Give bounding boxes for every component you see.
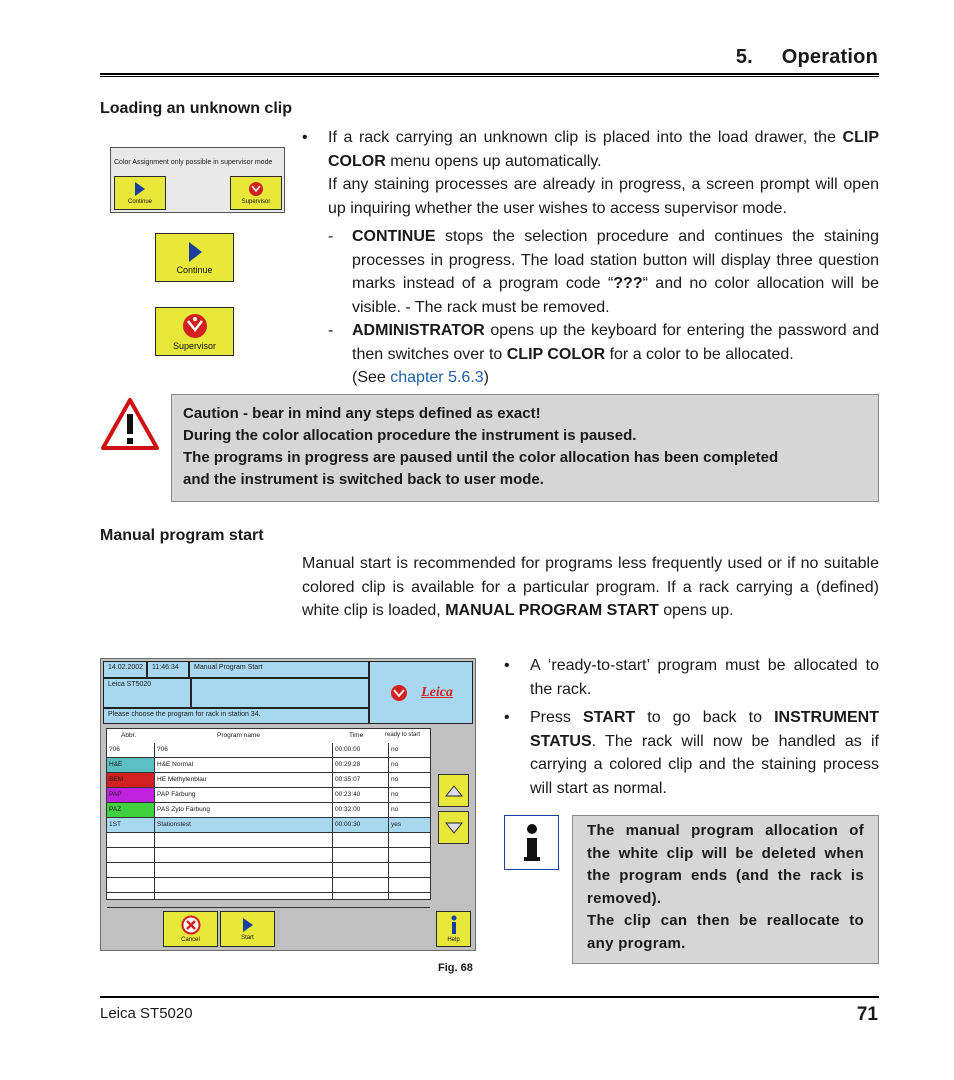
page-number: 71	[856, 1004, 878, 1025]
bullet-clip-color	[302, 126, 879, 220]
play-icon	[134, 181, 146, 197]
table-row	[107, 878, 430, 893]
cell-abbr: PAP	[107, 788, 154, 802]
para-text-end: opens up.	[658, 602, 734, 619]
manual-start-paragraph	[302, 552, 879, 623]
cell-program-name: PAS Zyto Färbung	[157, 806, 210, 813]
cell-program-name: H&E Normal	[157, 761, 194, 768]
table-row[interactable]	[107, 803, 430, 818]
cell-abbr: BEM	[107, 773, 154, 787]
manual-program-start-term: MANUAL PROGRAM START	[445, 602, 659, 619]
dialog-continue-label: Continue	[127, 199, 153, 205]
clip-color-term: CLIP COLOR	[328, 129, 879, 170]
chapter-link[interactable]: chapter 5.6.3	[390, 369, 484, 386]
info-icon	[449, 915, 459, 935]
triangle-down-icon	[445, 822, 463, 834]
col-header-name: Program name	[217, 732, 260, 739]
help-button[interactable]	[436, 911, 471, 947]
b2-text-mid: to go back to	[635, 709, 775, 726]
info-field	[191, 678, 369, 708]
caution-line: and the instrument is switched back to user mode.	[183, 471, 544, 488]
supervisor-icon	[180, 313, 210, 339]
table-row	[107, 833, 430, 848]
instrument-status-term: INSTRUMENT STATUS	[530, 709, 879, 750]
cell-ready: no	[391, 791, 399, 798]
clip-color-term: CLIP COLOR	[506, 345, 606, 363]
cancel-button[interactable]	[163, 911, 218, 947]
table-row[interactable]	[107, 743, 430, 758]
info-icon-box	[504, 815, 559, 870]
dash2-text: opens up the keyboard for entering the password and then switches over to	[352, 322, 879, 363]
date-field: 14.02.2002	[103, 661, 147, 678]
dialog-text: Color Assignment only possible in supervisor mode	[114, 159, 273, 166]
table-row	[107, 848, 430, 863]
table-row	[107, 863, 430, 878]
scroll-down-button[interactable]	[438, 811, 469, 844]
table-row[interactable]	[107, 773, 430, 788]
manual-program-start-screen	[100, 658, 476, 951]
supervisor-button[interactable]	[155, 307, 234, 356]
bullet-ready-to-start	[504, 654, 879, 701]
dash1-text: stops the selection procedure and continues the staining processes in progress. The load station button will display three question marks instead of a program code “	[352, 228, 879, 292]
dash-continue: - CONTINUE stops the selection procedure and continues the staining processes in progress. The load station button will display three question marks instead of a program code “???“ and no color allocation will be visible. - The rack must be removed.	[328, 228, 879, 316]
triangle-up-icon	[445, 785, 463, 797]
section1-body	[302, 126, 879, 390]
cell-abbr: 1ST	[109, 821, 121, 828]
table-row[interactable]	[107, 788, 430, 803]
section-heading-manual-start: Manual program start	[100, 527, 264, 544]
caution-line: During the color allocation procedure the instrument is paused.	[183, 427, 637, 444]
dash2-text-end: for a color to be allocated.	[605, 345, 794, 363]
start-label: Start	[241, 935, 254, 941]
cell-ready: yes	[391, 821, 402, 828]
b2-text-end: . The rack will now be handled as if carrying a colored clip and the staining process will start as normal.	[530, 732, 879, 797]
help-label: Help	[447, 937, 460, 943]
figure-caption: Fig. 68	[438, 962, 473, 974]
section-heading-unknown-clip: Loading an unknown clip	[100, 100, 292, 117]
bullet-dot: •	[302, 129, 308, 146]
footer-product: Leica ST5020	[100, 1005, 193, 1022]
para-text: Manual start is recommended for programs less frequently used or if no suitable colored clip is available for a particular program. If a rack carrying a (defined) white clip is loaded,	[302, 555, 879, 619]
dash-administrator: - ADMINISTRATOR opens up the keyboard for entering the password and then switches over to CLIP COLOR for a color to be allocated. (See chapter 5.6.3)	[328, 322, 879, 386]
logo-area	[369, 661, 473, 724]
instrument-name: Leica ST5020	[103, 678, 191, 708]
chapter-header	[736, 46, 878, 69]
see-suffix: )	[483, 369, 489, 386]
cell-ready: no	[391, 746, 399, 753]
col-header-time: Time	[349, 732, 364, 739]
cell-program-name: HE Methylenblau	[157, 776, 207, 783]
table-row[interactable]	[107, 758, 430, 773]
bullet-text: A ‘ready-to-start’ program must be allocated to the rack.	[530, 657, 879, 698]
continue-button[interactable]	[155, 233, 234, 282]
cancel-label: Cancel	[181, 937, 200, 943]
note-line: The manual program allocation of the white clip will be deleted when the program ends (and the rack is removed).	[587, 822, 864, 907]
bullet-dot: •	[504, 657, 510, 674]
cell-time: 00:00:00	[335, 746, 361, 753]
cell-abbr: H&E	[107, 758, 154, 772]
cell-time: 00:29:28	[335, 761, 361, 768]
continue-label: Continue	[176, 264, 213, 275]
prompt-field: Please choose the program for rack in station 34.	[103, 708, 369, 724]
table-row	[107, 893, 430, 908]
time-field: 11:46:34	[147, 661, 189, 678]
cell-time: 00:35:07	[335, 776, 361, 783]
screen-title: Manual Program Start	[189, 661, 369, 678]
bullet-press-start	[504, 706, 879, 800]
cell-abbr: ?06	[109, 746, 120, 753]
chapter-title: Operation	[781, 46, 878, 68]
scroll-up-button[interactable]	[438, 774, 469, 807]
dialog-supervisor-button[interactable]	[230, 176, 282, 210]
cell-abbr: PAZ	[107, 803, 154, 817]
bullet-dot: •	[504, 709, 510, 726]
caution-box	[171, 394, 879, 502]
play-icon	[187, 241, 203, 263]
cell-ready: no	[391, 776, 399, 783]
col-divider	[388, 743, 389, 899]
chapter-number: 5.	[735, 46, 753, 68]
col-header-ready: ready to start	[385, 732, 421, 738]
dash1-text-end: “ and no color allocation will be visible. - The rack must be removed.	[352, 275, 879, 316]
supervisor-dialog	[110, 147, 285, 213]
dialog-supervisor-label: Supervisor	[241, 199, 271, 205]
info-icon	[523, 823, 541, 863]
section3-body	[504, 654, 879, 800]
b2-text: Press	[530, 709, 584, 726]
program-table	[106, 728, 431, 900]
cancel-icon	[181, 915, 201, 935]
cell-ready: no	[391, 761, 399, 768]
supervisor-prompt-paragraph: If any staining processes are already in progress, a screen prompt will open up inquiring whether the user wishes to access supervisor mode.	[328, 176, 879, 217]
supervisor-icon	[389, 684, 409, 702]
bullet-text: If a rack carrying an unknown clip is placed into the load drawer, the	[328, 129, 836, 146]
cell-program-name: ?06	[157, 746, 168, 753]
start-term: START	[583, 709, 636, 726]
cell-time: 00:32:00	[335, 806, 361, 813]
note-line: The clip can then be reallocate to any program.	[587, 912, 864, 952]
supervisor-label: Supervisor	[172, 340, 217, 351]
continue-term: CONTINUE	[352, 228, 436, 245]
see-prefix: (See	[352, 369, 391, 386]
supervisor-icon	[247, 181, 265, 197]
cell-program-name: PAP Färbung	[157, 791, 196, 798]
footer-rule	[100, 996, 879, 998]
start-button[interactable]	[220, 911, 275, 947]
dialog-continue-button[interactable]	[114, 176, 166, 210]
col-header-abbr: Abbr.	[121, 732, 137, 739]
cell-ready: no	[391, 806, 399, 813]
question-marks: ???	[613, 275, 643, 292]
bullet-text-rest: menu opens up automatically.	[385, 152, 602, 170]
table-row[interactable]	[107, 818, 430, 833]
leica-logo: Leica	[421, 684, 453, 700]
cell-time: 00:00:30	[335, 821, 361, 828]
administrator-term: ADMINISTRATOR	[352, 322, 485, 339]
cell-program-name: Stationstest	[157, 821, 191, 828]
info-note	[572, 815, 879, 964]
play-icon	[242, 917, 254, 933]
col-divider	[332, 743, 333, 899]
warning-triangle-icon	[100, 397, 160, 451]
header-rule	[100, 73, 879, 77]
cell-time: 00:23:40	[335, 791, 361, 798]
caution-line: Caution - bear in mind any steps defined as exact!	[183, 405, 541, 422]
col-divider	[154, 743, 155, 899]
caution-line: The programs in progress are paused until the color allocation has been completed	[183, 449, 779, 466]
